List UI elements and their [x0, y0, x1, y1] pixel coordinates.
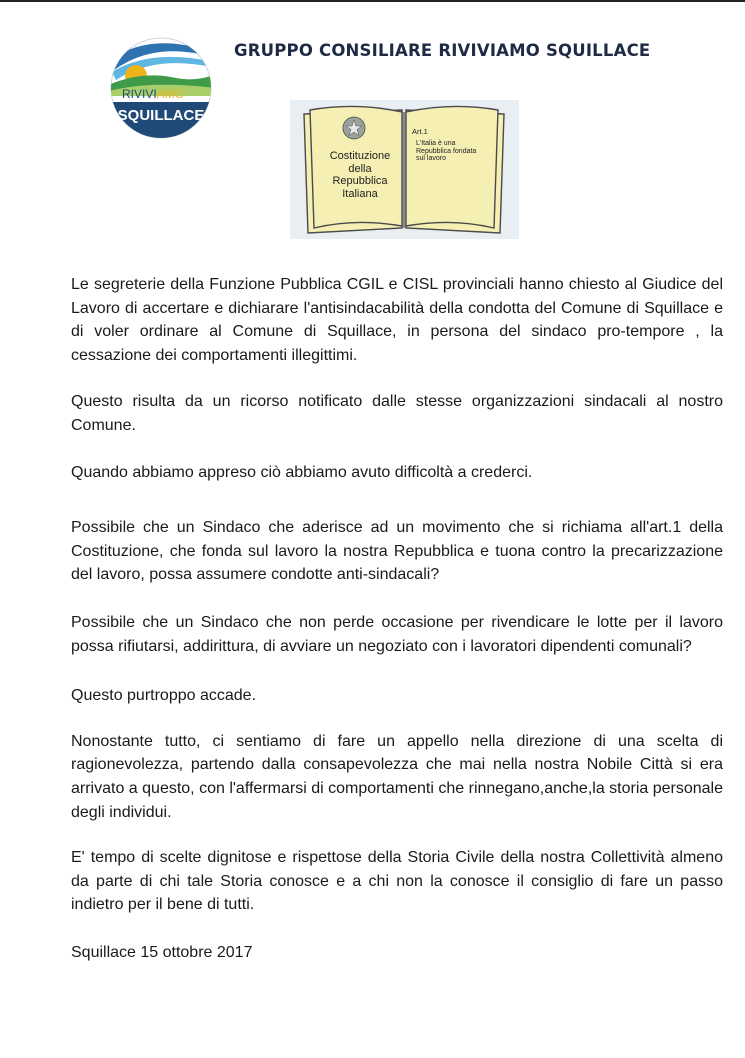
logo-text-rivivi: RIVIVI [122, 87, 157, 101]
paragraph-6: Questo purtroppo accade. [71, 687, 257, 705]
paragraph-3: Quando abbiamo appreso ciò abbiamo avuto difficoltà a crederci. [71, 463, 533, 481]
book-right-page-heading: Art.1 [412, 127, 428, 136]
paragraph-4: Possibile che un Sindaco che aderisce ad un movimento che si richiama all'art.1 della Costituzione, che fonda sul lavoro la nostra Repubblica e tuona contro la precarizzazione del lavoro, possa assumere condotte anti-sindacali? [71, 519, 723, 584]
date-signature: Squillace 15 ottobre 2017 [71, 943, 253, 961]
book-right-page-text: L'Italia è una Repubblica fondata sul lavoro [416, 140, 477, 163]
paragraph-5: Possibile che un Sindaco che non perde occasione per rivendicare le lotte per il lavoro possa rifiutarsi, addirittura, di avviare un negoziato con i lavoratori dipendenti comunali? [71, 613, 723, 655]
page-title: GRUPPO CONSILIARE RIVIVIAMO SQUILLACE [234, 41, 651, 60]
rivivamo-squillace-logo [106, 22, 216, 144]
italian-emblem-icon [343, 117, 365, 139]
paragraph-2: Questo risulta da un ricorso notificato dalle stesse organizzazioni sindacali al nostro Comune. [71, 393, 723, 434]
top-border-line [0, 0, 745, 2]
constitution-book-illustration [290, 100, 519, 239]
logo-text-top [122, 87, 184, 101]
book-left-page-title: Costituzione della Repubblica Italiana [329, 150, 391, 200]
logo-text-squillace: SQUILLACE [117, 107, 205, 124]
paragraph-1: Le segreterie della Funzione Pubblica CGIL e CISL provinciali hanno chiesto al Giudice del Lavoro di accertare e dichiarare l'antisindacabilità della condotta del Comune di Squillace e di voler ordinare al Comune di Squillace, in persona del sindaco pro-tempore , la cessazione dei comportamenti illegittimi. [71, 276, 723, 364]
paragraph-7: Nonostante tutto, ci sentiamo di fare un appello nella direzione di una scelta di ragionevolezza, partendo dalla consapevolezza che mai nella nostra Nobile Città si era arrivato a questo, con l'affermarsi di comportamenti che rinnegano,anche,la storia personale degli individui. [71, 732, 724, 821]
paragraph-8: E' tempo di scelte dignitose e rispettose della Storia Civile della nostra Collettività almeno da parte di chi tale Storia conosce e a chi non la conosce il consiglio di fare un passo indietro per il bene di tutti. [71, 849, 723, 914]
logo-text-amo: AMO [156, 87, 185, 101]
document-body [71, 273, 723, 964]
